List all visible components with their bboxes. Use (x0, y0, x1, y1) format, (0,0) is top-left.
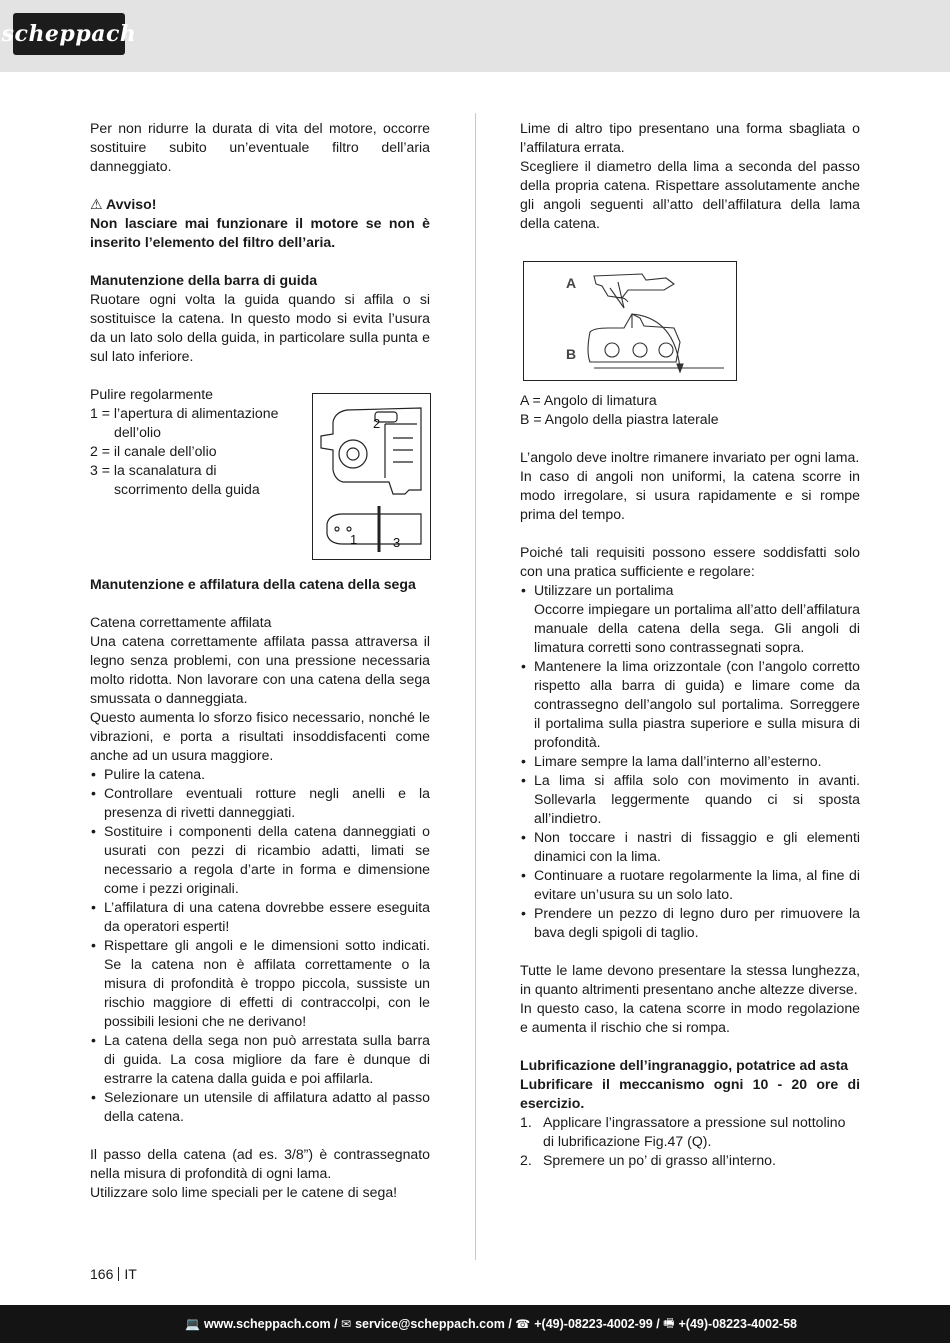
clean-item: 1 = l’apertura di alimentazione dell’olio (90, 405, 279, 440)
list-item (520, 1151, 860, 1170)
list-item: • Pulire la catena. (90, 765, 430, 784)
clean-item: 2 = il canale dell’olio (90, 443, 217, 459)
step-text: Applicare l’ingrassatore a pressione sul nottolino di lubrificazione Fig.47 (Q). (543, 1114, 846, 1149)
blades-text-2: In questo caso, la catena scorre in modo regolazione e aumenta il rischio che si rompa. (520, 1000, 860, 1035)
step-text: Spremere un po’ di grasso all’interno. (543, 1152, 776, 1168)
warning-text: Non lasciare mai funzionare il motore se non è inserito l’elemento del filtro dell’aria. (90, 215, 430, 250)
lubrication-title: Lubrificazione dell’ingranaggio, potatrice ad asta (520, 1057, 849, 1073)
air-filter-paragraph: Per non ridurre la durata di vita del motore, occorre sostituire subito un’eventuale filtro dell’aria danneggiato. (90, 120, 430, 174)
angle-text: L’angolo deve inoltre rimanere invariato per ogni lama. (520, 449, 860, 465)
legend-item: A = Angolo di limatura (520, 392, 657, 408)
footer-website[interactable]: www.scheppach.com / (203, 1317, 338, 1331)
list-item-text: Utilizzare un portalima (534, 582, 674, 598)
phone-icon: ☎ (515, 1317, 531, 1331)
guide-bar-figure (312, 393, 431, 560)
page-number-value: 166 (90, 1266, 114, 1282)
list-item-subtext: Occorre impiegare un portalima all’atto dell’affilatura manuale della catena della sega. Gli angoli di limatura corretti sono contrassegnati sopra. (534, 601, 860, 655)
page-language: IT (124, 1266, 137, 1282)
figure-label-1: 1 (350, 532, 358, 547)
chain-bullet-list (90, 765, 430, 1126)
fax-icon: 🖷 (663, 1315, 675, 1330)
lubrication-steps (520, 1113, 860, 1170)
list-item: • Prendere un pezzo di legno duro per rimuovere la bava degli spigoli di taglio. (520, 904, 860, 942)
step-number: 1. (520, 1114, 532, 1130)
angle-text-2: In caso di angoli non uniformi, la catena scorre in modo irregolare, si usura rapidamente e si rompe prima del tempo. (520, 468, 860, 522)
footer-email[interactable]: service@scheppach.com / (355, 1317, 512, 1331)
list-item (520, 1113, 860, 1151)
chain-title: Manutenzione e affilatura della catena della sega (90, 576, 416, 592)
warning-title: ⚠ Avviso! (90, 196, 157, 212)
list-item: • Selezionare un utensile di affilatura adatto al passo della catena. (90, 1088, 430, 1126)
list-item: • Rispettare gli angoli e le dimensioni sotto indicati. Se la catena non è affilata correttamente o la misura di profondità è troppo piccola, sussiste un rischio maggiore di effetti di contraccolpi, con le possibili lesioni che ne derivano! (90, 936, 430, 1031)
chain-subtitle: Catena correttamente affilata (90, 614, 272, 630)
figure-label-a: A (566, 275, 577, 291)
clean-title: Pulire regolarmente (90, 386, 213, 402)
list-item: • Non toccare i nastri di fissaggio e gli elementi dinamici con la lima. (520, 828, 860, 866)
list-item: • La lima si affila solo con movimento in avanti. Sollevarla leggermente quando ci si sposta all’indietro. (520, 771, 860, 828)
list-item: • La catena della sega non può arrestata sulla barra di guida. La cosa migliore da fare è dunque di estrarre la catena dalla guida e poi affilarla. (90, 1031, 430, 1088)
list-item: • Sostituire i componenti della catena danneggiati o usurati con pezzi di ricambio adatti, limati se necessario a regola d’arte in forma e dimensione come i pezzi originali. (90, 822, 430, 898)
clean-item: 3 = la scanalatura di scorrimento della guida (90, 462, 260, 497)
list-item: • Continuare a ruotare regolarmente la lima, al fine di evitare un’usura su un solo lato. (520, 866, 860, 904)
files-text: Utilizzare solo lime speciali per le catene di sega! (90, 1184, 398, 1200)
files-other-text: Lime di altro tipo presentano una forma sbagliata o l’affilatura errata. (520, 120, 860, 155)
header-band (0, 0, 950, 72)
figure-label-2: 2 (373, 416, 381, 431)
chain-text: Una catena correttamente affilata passa attraversa il legno senza problemi, con una pressione necessaria molto ridotta. Non lavorare con una catena della sega smussata o danneggiata. (90, 633, 430, 706)
sharpening-bullet-list (520, 581, 860, 942)
list-item: • Controllare eventuali rotture negli anelli e la presenza di rivetti danneggiati. (90, 784, 430, 822)
guide-bar-drawing (313, 394, 430, 559)
figure-label-3: 3 (393, 535, 401, 550)
footer-bar (0, 1305, 950, 1343)
pitch-text: Il passo della catena (ad es. 3/8”) è contrassegnato nella misura di profondità di ogni lama. (90, 1146, 430, 1181)
mail-icon: ✉ (341, 1317, 352, 1331)
guide-title: Manutenzione della barra di guida (90, 272, 318, 288)
blades-text: Tutte le lame devono presentare la stessa lunghezza, in quanto altrimenti presentano anche altezze diverse. (520, 962, 860, 997)
left-column (90, 119, 430, 1202)
chain-text-2: Questo aumenta lo sforzo fisico necessario, nonché le vibrazioni, e porta a risultati insoddisfacenti come anche ad un usura maggiore. (90, 709, 430, 763)
column-divider (475, 113, 476, 1260)
files-diameter-text: Scegliere il diametro della lima a seconda del passo della propria catena. Rispettare assolutamente anche gli angoli seguenti all’atto dell’affilatura della lama della catena. (520, 158, 860, 231)
lubrication-subtitle: Lubrificare il meccanismo ogni 10 - 20 ore di esercizio. (520, 1076, 860, 1111)
list-item: • Mantenere la lima orizzontale (con l’angolo corretto rispetto alla barra di guida) e limare come da contrassegno dell’angolo sul portalima. Sorreggere il portalima sulla piastra superiore e sulla misura di profondità. (520, 657, 860, 752)
step-number: 2. (520, 1152, 532, 1168)
list-item: • Limare sempre la lama dall’interno all’esterno. (520, 752, 860, 771)
computer-icon: 💻 (184, 1317, 200, 1331)
footer-phone: +(49)-08223-4002-99 / (534, 1317, 660, 1331)
brand-logo: scheppach (13, 13, 125, 55)
legend-item: B = Angolo della piastra laterale (520, 411, 719, 427)
figure-label-b: B (566, 346, 577, 362)
guide-text: Ruotare ogni volta la guida quando si affila o si sostituisce la catena. In questo modo si evita l’usura da un lato solo della guida, in particolare sulla punta e sul lato inferiore. (90, 291, 430, 364)
filing-angles-figure (523, 261, 737, 381)
page-number-separator (118, 1267, 119, 1281)
page-number (90, 1265, 137, 1284)
requirements-text: Poiché tali requisiti possono essere soddisfatti solo con una pratica sufficiente e regolare: (520, 544, 860, 579)
filing-angles-drawing (524, 262, 736, 380)
list-item (520, 581, 860, 657)
footer-fax: +(49)-08223-4002-58 (678, 1317, 797, 1331)
list-item: • L’affilatura di una catena dovrebbe essere eseguita da operatori esperti! (90, 898, 430, 936)
